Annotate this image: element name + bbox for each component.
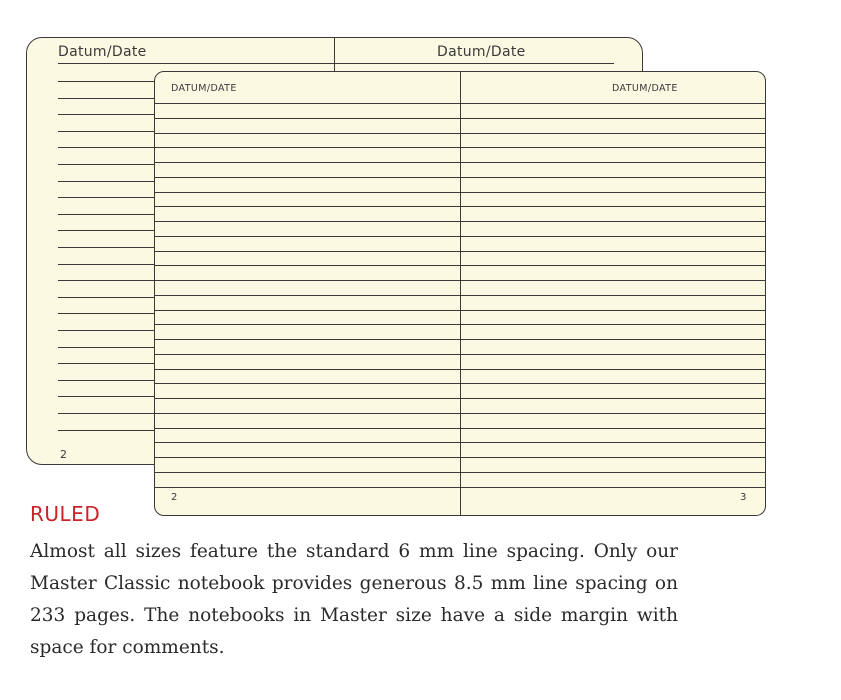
- ruled-line: [155, 295, 766, 296]
- back-header-rule: [58, 63, 614, 64]
- ruled-line: [155, 280, 766, 281]
- back-right-date-label: Datum/Date: [437, 44, 526, 60]
- ruled-line: [155, 457, 766, 458]
- ruled-line: [58, 147, 168, 148]
- ruled-line: [58, 396, 168, 397]
- ruled-line: [155, 103, 766, 104]
- front-notebook: [154, 71, 766, 516]
- caption-body: Almost all sizes feature the standard 6 mm line spacing. Only our Master Classic notebook provides generous 8.5 mm line spacing on 233 pages. The notebooks in Master size have a side margin with space for comments.: [30, 541, 678, 658]
- ruled-line: [155, 442, 766, 443]
- back-left-date-label: Datum/Date: [58, 44, 147, 60]
- ruled-line: [155, 383, 766, 384]
- ruled-line: [58, 413, 168, 414]
- ruled-line: [155, 369, 766, 370]
- ruled-line: [58, 264, 168, 265]
- ruled-line: [58, 197, 168, 198]
- ruled-line: [58, 230, 168, 231]
- ruled-line: [155, 324, 766, 325]
- ruled-line: [155, 162, 766, 163]
- ruled-line: [155, 354, 766, 355]
- ruled-line: [58, 363, 168, 364]
- caption-heading: RULED: [30, 502, 101, 526]
- ruled-line: [58, 297, 168, 298]
- front-right-page-number: 3: [740, 492, 747, 503]
- ruled-line: [58, 98, 168, 99]
- ruled-line: [58, 330, 168, 331]
- ruled-line: [58, 181, 168, 182]
- ruled-line: [155, 487, 766, 488]
- ruled-line: [155, 339, 766, 340]
- ruled-line: [155, 206, 766, 207]
- ruled-line: [58, 313, 168, 314]
- ruled-line: [58, 81, 168, 82]
- ruled-line: [155, 310, 766, 311]
- ruled-line: [155, 133, 766, 134]
- ruled-line: [155, 118, 766, 119]
- ruled-line: [155, 221, 766, 222]
- front-left-page-number: 2: [171, 492, 178, 503]
- ruled-line: [155, 398, 766, 399]
- ruled-line: [58, 380, 168, 381]
- ruled-line: [155, 192, 766, 193]
- ruled-line: [58, 347, 168, 348]
- ruled-line: [155, 265, 766, 266]
- ruled-line: [58, 280, 168, 281]
- front-right-date-label: DATUM/DATE: [612, 83, 678, 94]
- ruled-line: [58, 247, 168, 248]
- ruled-line: [155, 236, 766, 237]
- ruled-line: [155, 177, 766, 178]
- ruled-line: [155, 428, 766, 429]
- front-left-date-label: DATUM/DATE: [171, 83, 237, 94]
- ruled-line: [155, 472, 766, 473]
- ruled-line: [155, 147, 766, 148]
- ruled-line: [58, 114, 168, 115]
- ruled-line: [58, 164, 168, 165]
- ruled-line: [58, 214, 168, 215]
- back-center-divider: [334, 38, 335, 71]
- ruled-line: [155, 413, 766, 414]
- back-page-number: 2: [60, 448, 67, 461]
- ruled-line: [155, 251, 766, 252]
- ruled-line: [58, 430, 168, 431]
- ruled-line: [58, 131, 168, 132]
